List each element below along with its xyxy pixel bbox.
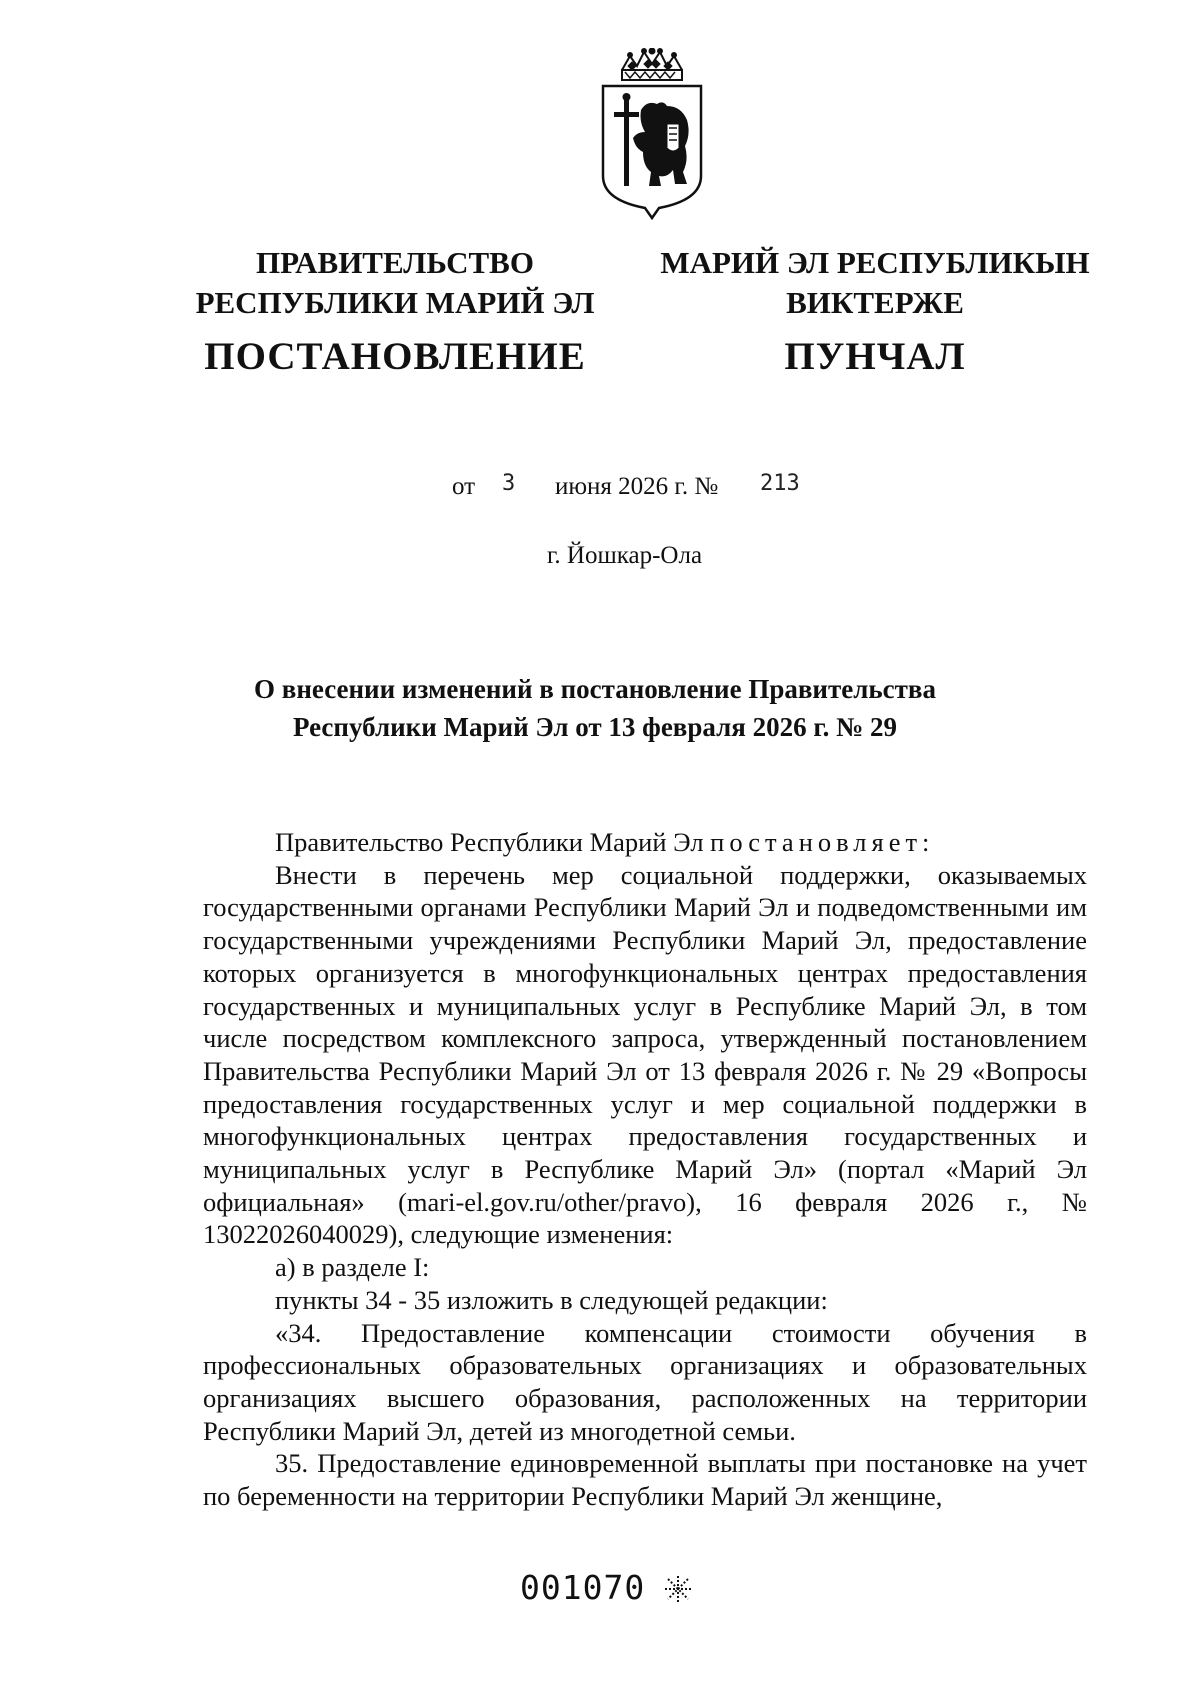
org-name-line: ПРАВИТЕЛЬСТВО: [256, 245, 534, 280]
date-day: 3: [502, 471, 516, 496]
intro-verb: постановляет:: [710, 827, 935, 857]
header-left: [195, 243, 595, 381]
item-a-paragraph: а) в разделе I:: [275, 1252, 430, 1283]
title-line: О внесении изменений в постановление Правительства: [254, 674, 936, 704]
doc-type-title: ПОСТАНОВЛЕНИЕ: [204, 335, 586, 378]
main-paragraph: Внести в перечень мер социальной поддержки, оказываемых государственными органами Республики Марий Эл и подведомственными им государственными учреждениями Республики Марий Эл, предоставление которых организуется в многофункциональных центрах предоставления государственных и муниципальных услуг в Республике Марий Эл, в том числе посредством комплексного запроса, утвержденный постановлением Правительства Республики Марий Эл от 13 февраля 2026 г. № 29 «Вопросы предоставления государственных услуг и мер социальной поддержки в многофункциональных центрах предоставления государственных и муниципальных услуг в Республике Марий Эл» (портал «Марий Эл официальная» (mari-el.gov.ru/other/pravo), 16 февраля 2026 г., № 13022026040029), следующие изменения:: [203, 859, 1087, 1250]
document-body: [203, 826, 1087, 1513]
document-number: 213: [760, 471, 800, 496]
doc-type-title: ПУНЧАЛ: [784, 335, 966, 378]
point-35-paragraph: 35. Предоставление единовременной выплаты при постановке на учет по беременности на территории Республики Марий Эл женщине,: [203, 1448, 1087, 1512]
serial-number: 001070: [520, 1568, 646, 1607]
document-title: [180, 670, 1010, 746]
header-right: [655, 243, 1095, 381]
org-name-line: РЕСПУБЛИКИ МАРИЙ ЭЛ: [195, 285, 595, 320]
date-month-year: июня 2026 г. №: [555, 473, 719, 500]
city-name: г. Йошкар-Ола: [547, 542, 703, 569]
asterisk-mark-icon: [663, 1574, 693, 1604]
org-name-line: ВИКТЕРЖЕ: [786, 285, 964, 320]
intro-subject: Правительство Республики Марий Эл: [275, 827, 704, 857]
date-prefix: от: [452, 473, 476, 500]
points-paragraph: пункты 34 - 35 изложить в следующей редакции:: [275, 1284, 828, 1315]
title-line: Республики Марий Эл от 13 февраля 2026 г. № 29: [292, 712, 897, 742]
intro-paragraph: [203, 826, 1087, 859]
point-34-paragraph: «34. Предоставление компенсации стоимости обучения в профессиональных образовательных организациях и образовательных организациях высшего образования, расположенных на территории Республики Марий Эл, детей из многодетной семьи.: [203, 1317, 1087, 1446]
coat-of-arms-icon: [597, 48, 707, 220]
org-name-line: МАРИЙ ЭЛ РЕСПУБЛИКЫН: [660, 245, 1090, 280]
